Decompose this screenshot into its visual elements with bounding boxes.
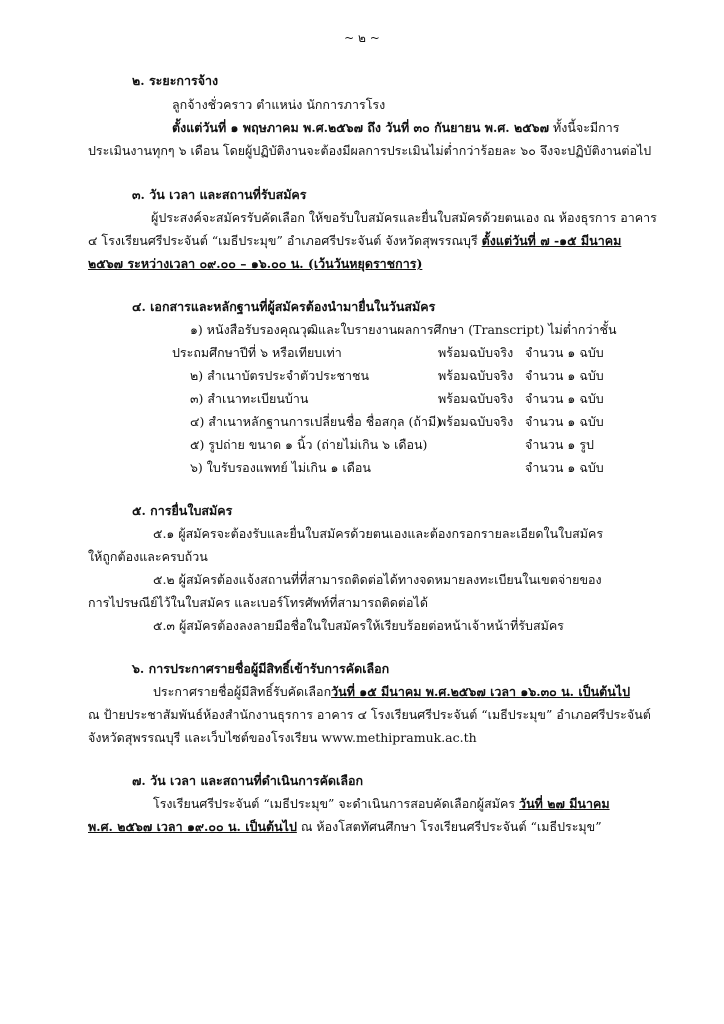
doc-item-1-line-1: ๑) หนังสือรับรองคุณวุฒิและใบรายงานผลการศึกษา (Transcript) ไม่ต่ำกว่าชั้น: [190, 322, 617, 337]
section-6-line-1-text: ประกาศรายชื่อผู้มีสิทธิ์รับคัดเลือก: [153, 684, 332, 699]
announcement-date: วันที่ ๑๕ มีนาคม พ.ศ.๒๕๖๗ เวลา ๑๖.๓๐ น. เป็นต้นไป: [331, 684, 631, 699]
section-6-line-3: จังหวัดสุพรรณบุรี และเว็บไซต์ของโรงเรียน www.methipramuk.ac.th: [88, 730, 477, 745]
doc-row-4-count: จำนวน ๑ ฉบับ: [525, 414, 604, 429]
section-7-line-2: [88, 818, 602, 836]
doc-row-1-count: จำนวน ๑ ฉบับ: [525, 345, 604, 360]
section-2-line-1: ลูกจ้างชั่วคราว ตำแหน่ง นักการภารโรง: [172, 97, 386, 112]
section-2-line-3: ประเมินงานทุกๆ ๖ เดือน โดยผู้ปฏิบัติงานจะต้องมีผลการประเมินไม่ต่ำกว่าร้อยละ ๖๐ จึงจะปฏิบัติงานต่อไป: [88, 143, 652, 158]
employment-period: ตั้งแต่วันที่ ๑ พฤษภาคม พ.ศ.๒๕๖๗ ถึง วันที่ ๓๐ กันยายน พ.ศ. ๒๕๖๗: [172, 120, 550, 135]
doc-row-3-original: พร้อมฉบับจริง: [438, 391, 514, 406]
doc-row-6-count: จำนวน ๑ ฉบับ: [525, 460, 604, 475]
doc-row-4-item: ๔) สำเนาหลักฐานการเปลี่ยนชื่อ ชื่อสกุล (ถ้ามี): [190, 414, 442, 429]
doc-row-2-item: ๒) สำเนาบัตรประจำตัวประชาชน: [190, 368, 370, 383]
section-5-p2-line-2: การไปรษณีย์ไว้ในใบสมัคร และเบอร์โทรศัพท์ที่สามารถติดต่อได้: [88, 595, 428, 610]
section-6-line-2: ณ ป้ายประชาสัมพันธ์ห้องสำนักงานธุรการ อาคาร ๔ โรงเรียนศรีประจันต์ “เมธีประมุข” อำเภอศรีประจันต์: [88, 707, 651, 722]
doc-row-1-original: พร้อมฉบับจริง: [438, 345, 514, 360]
doc-row-3-item: ๓) สำเนาทะเบียนบ้าน: [190, 391, 309, 406]
section-7-line-1: [153, 795, 610, 813]
doc-row-4-original: พร้อมฉบับจริง: [438, 414, 514, 429]
section-3-line-2: [88, 232, 621, 250]
doc-row-5-item: ๕) รูปถ่าย ขนาด ๑ นิ้ว (ถ่ายไม่เกิน ๖ เดือน): [190, 437, 428, 452]
section-2-line-2-rest: ทั้งนี้จะมีการ: [549, 120, 620, 135]
section-2-line-2: [172, 119, 619, 137]
section-3-line-2-text: ๔ โรงเรียนศรีประจันต์ “เมธีประมุข” อำเภอศรีประจันต์ จังหวัดสุพรรณบุรี: [88, 233, 482, 248]
section-7-line-2-text: ณ ห้องโสตทัศนศึกษา โรงเรียนศรีประจันต์ “เมธีประมุข”: [296, 819, 602, 834]
section-4-title: ๔. เอกสารและหลักฐานที่ผู้สมัครต้องนำมายื่นในวันสมัคร: [132, 299, 436, 314]
section-3-line-1: ผู้ประสงค์จะสมัครรับคัดเลือก ให้ขอรับใบสมัครและยื่นใบสมัครด้วยตนเอง ณ ห้องธุรการ อาคาร: [151, 210, 657, 225]
page-number: ~ ๒ ~: [344, 31, 380, 45]
section-5-p1-line-2: ให้ถูกต้องและครบถ้วน: [88, 549, 208, 564]
doc-row-6-item: ๖) ใบรับรองแพทย์ ไม่เกิน ๑ เดือน: [190, 460, 371, 475]
section-6-line-1: [153, 683, 630, 701]
section-6-title: ๖. การประกาศรายชื่อผู้มีสิทธิ์เข้ารับการคัดเลือก: [132, 661, 390, 676]
doc-item-1-line-2: ประถมศึกษาปีที่ ๖ หรือเทียบเท่า: [172, 345, 342, 360]
application-hours: ๒๕๖๗ ระหว่างเวลา ๐๙.๐๐ – ๑๖.๐๐ น. (เว้นวันหยุดราชการ): [88, 256, 423, 271]
section-3-line-3: [88, 255, 422, 273]
section-5-p1-line-1: ๕.๑ ผู้สมัครจะต้องรับและยื่นใบสมัครด้วยตนเองและต้องกรอกรายละเอียดในใบสมัคร: [153, 526, 604, 541]
doc-row-2-count: จำนวน ๑ ฉบับ: [525, 368, 604, 383]
section-2-title: ๒. ระยะการจ้าง: [132, 73, 219, 88]
exam-time: พ.ศ. ๒๕๖๗ เวลา ๑๙.๐๐ น. เป็นต้นไป: [88, 819, 297, 834]
exam-date: วันที่ ๒๗ มีนาคม: [519, 796, 610, 811]
application-dates: ตั้งแต่วันที่ ๗ -๑๕ มีนาคม: [481, 233, 622, 248]
section-7-title: ๗. วัน เวลา และสถานที่ดำเนินการคัดเลือก: [132, 773, 364, 788]
section-5-p3: ๕.๓ ผู้สมัครต้องลงลายมือชื่อในใบสมัครให้เรียบร้อยต่อหน้าเจ้าหน้าที่รับสมัคร: [153, 618, 564, 633]
section-5-title: ๕. การยื่นใบสมัคร: [132, 503, 233, 518]
doc-row-2-original: พร้อมฉบับจริง: [438, 368, 514, 383]
section-7-line-1-text: โรงเรียนศรีประจันต์ “เมธีประมุข” จะดำเนินการสอบคัดเลือกผู้สมัคร: [153, 796, 520, 811]
doc-row-5-count: จำนวน ๑ รูป: [525, 437, 594, 452]
section-5-p2-line-1: ๕.๒ ผู้สมัครต้องแจ้งสถานที่ที่สามารถติดต่อได้ทางจดหมายลงทะเบียนในเขตจ่ายของ: [153, 572, 602, 587]
section-3-title: ๓. วัน เวลา และสถานที่รับสมัคร: [132, 187, 307, 202]
doc-row-3-count: จำนวน ๑ ฉบับ: [525, 391, 604, 406]
